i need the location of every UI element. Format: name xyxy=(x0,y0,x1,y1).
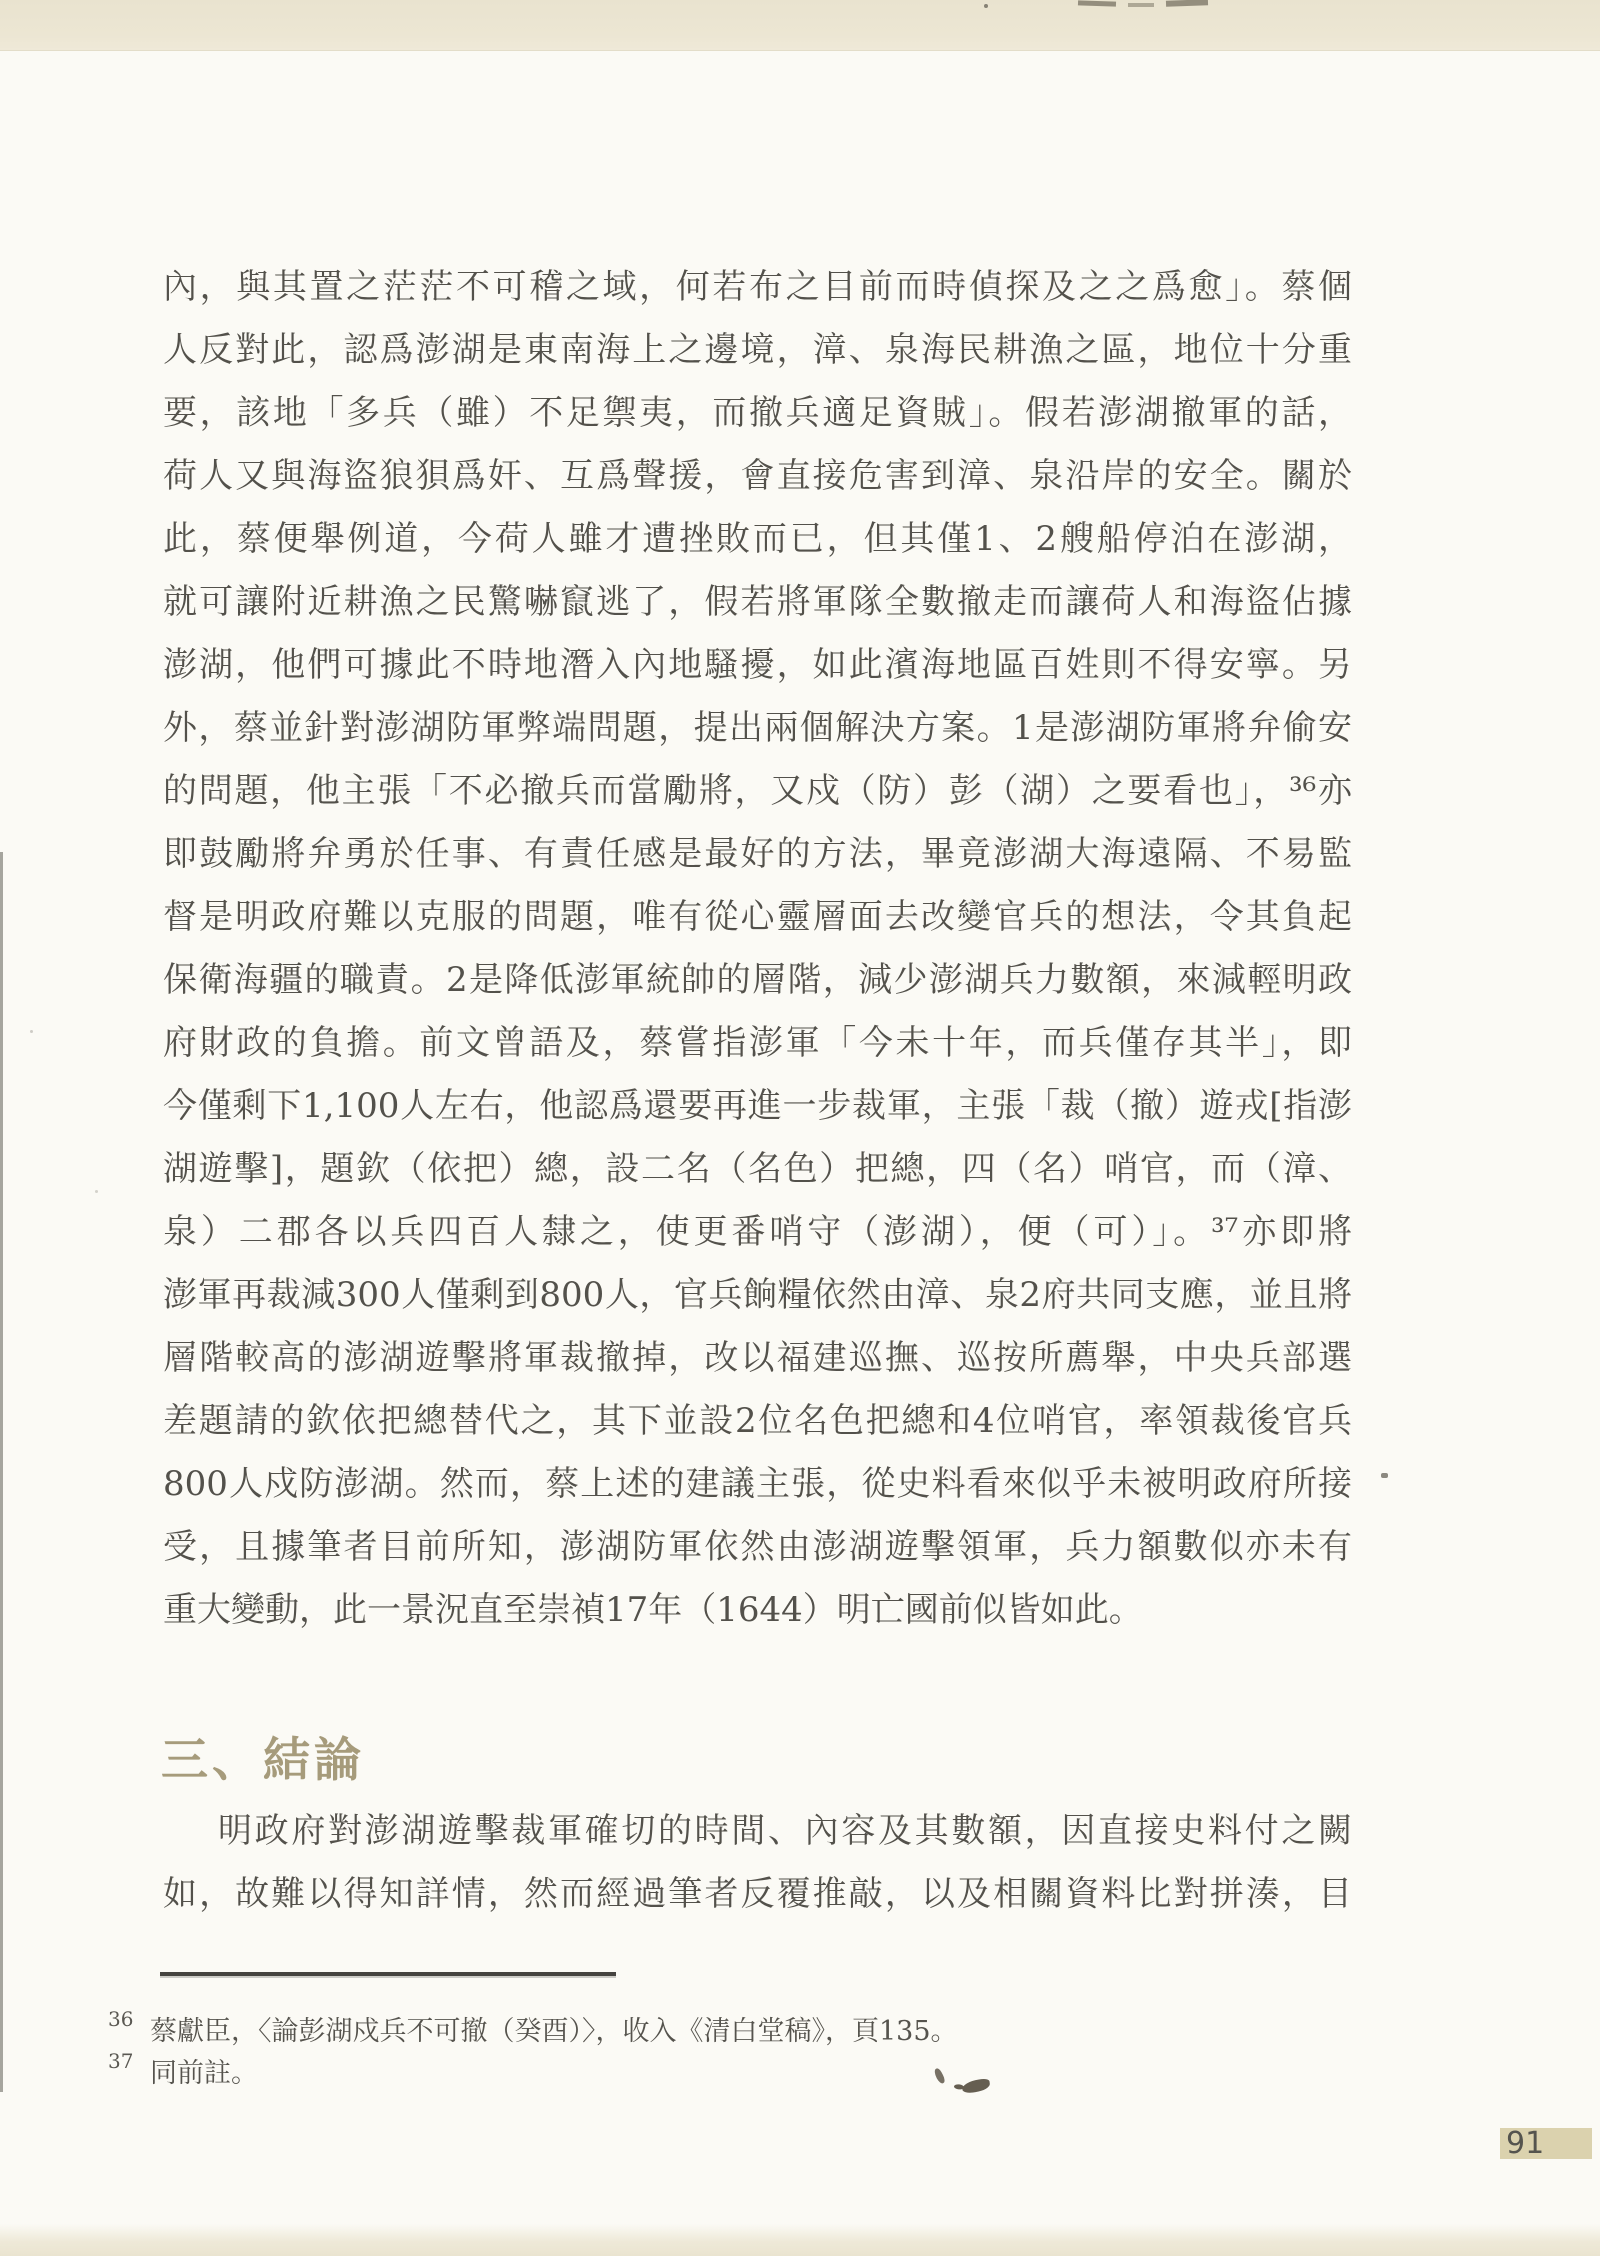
body-line: 要，該地「多兵（雖）不足禦夷，而撤兵適足資賊」。假若澎湖撤軍的話， xyxy=(163,393,1352,433)
body-line: 泉）二郡各以兵四百人隸之，使更番哨守（澎湖），便（可）」。³⁷亦即將 xyxy=(163,1212,1352,1252)
body-line: 今僅剩下1,100人左右，他認爲還要再進一步裁軍，主張「裁（撤）遊戎[指澎 xyxy=(163,1086,1352,1126)
body-line: 澎軍再裁減300人僅剩到800人，官兵餉糧依然由漳、泉2府共同支應，並且將 xyxy=(163,1275,1352,1315)
body-line: 外，蔡並針對澎湖防軍弊端問題，提出兩個解決方案。1是澎湖防軍將弁偷安 xyxy=(163,708,1352,748)
main-paragraph xyxy=(163,256,1352,1642)
body-line: 800人戍防澎湖。然而，蔡上述的建議主張，從史料看來似乎未被明政府所接 xyxy=(163,1464,1352,1504)
body-line: 就可讓附近耕漁之民驚嚇竄逃了，假若將軍隊全數撤走而讓荷人和海盜佔據 xyxy=(163,582,1352,622)
page-edge-line xyxy=(0,852,3,2092)
footnote-text: 蔡獻臣，〈論彭湖戍兵不可撤（癸酉）〉，收入《清白堂稿》，頁135。 xyxy=(150,2016,958,2047)
body-line: 府財政的負擔。前文曾語及，蔡嘗指澎軍「今未十年，而兵僅存其半」，即 xyxy=(163,1023,1352,1063)
scan-artifact xyxy=(1128,3,1154,7)
footnote-item xyxy=(108,1998,1208,2047)
conclusion-line: 如，故難以得知詳情，然而經過筆者反覆推敲，以及相關資料比對拼湊，目 xyxy=(163,1874,1352,1914)
scan-bottom-band xyxy=(0,2224,1600,2256)
scan-top-band xyxy=(0,0,1600,51)
body-line: 重大變動，此一景況直至崇禎17年（1644）明亡國前似皆如此。 xyxy=(163,1590,1143,1630)
footnote-marker: 36 xyxy=(108,2007,134,2031)
footnote-marker: 37 xyxy=(108,2049,134,2073)
body-line: 的問題，他主張「不必撤兵而當勵將，又戍（防）彭（湖）之要看也」，³⁶亦 xyxy=(163,771,1352,811)
scan-speck xyxy=(1381,1473,1388,1478)
body-line: 荷人又與海盜狼狽爲奸、互爲聲援，會直接危害到漳、泉沿岸的安全。關於 xyxy=(163,456,1352,496)
body-line: 層階較高的澎湖遊擊將軍裁撤掉，改以福建巡撫、巡按所薦舉，中央兵部選 xyxy=(163,1338,1352,1378)
footnote-item xyxy=(108,2040,1208,2089)
body-line: 湖遊擊]，題欽（依把）總，設二名（名色）把總，四（名）哨官，而（漳、 xyxy=(163,1149,1352,1189)
section-heading: 三、結論 xyxy=(161,1733,365,1788)
scan-speck xyxy=(30,1030,33,1033)
body-line: 保衛海疆的職責。2是降低澎軍統帥的層階，減少澎湖兵力數額，來減輕明政 xyxy=(163,960,1352,1000)
body-line: 即鼓勵將弁勇於任事、有責任感是最好的方法，畢竟澎湖大海遠隔、不易監 xyxy=(163,834,1352,874)
page-number-badge: 91 xyxy=(1500,2128,1592,2159)
body-line: 澎湖，他們可據此不時地潛入內地騷擾，如此濱海地區百姓則不得安寧。另 xyxy=(163,645,1352,685)
body-line: 人反對此，認爲澎湖是東南海上之邊境，漳、泉海民耕漁之區，地位十分重 xyxy=(163,330,1352,370)
footnote-text: 同前註。 xyxy=(150,2058,258,2089)
body-line: 督是明政府難以克服的問題，唯有從心靈層面去改變官兵的想法，令其負起 xyxy=(163,897,1352,937)
body-line: 受，且據筆者目前所知，澎湖防軍依然由澎湖遊擊領軍，兵力額數似亦未有 xyxy=(163,1527,1352,1567)
body-line: 內，與其置之茫茫不可稽之域，何若布之目前而時偵探及之之爲愈」。蔡個 xyxy=(163,267,1352,307)
footnote-rule xyxy=(160,1972,616,1976)
scan-speck xyxy=(984,4,988,8)
body-line: 差題請的欽依把總替代之，其下並設2位名色把總和4位哨官，率領裁後官兵 xyxy=(163,1401,1352,1441)
scan-speck xyxy=(95,1190,98,1193)
body-line: 此，蔡便舉例道，今荷人雖才遭挫敗而已，但其僅1、2艘船停泊在澎湖， xyxy=(163,519,1352,559)
conclusion-line: 明政府對澎湖遊擊裁軍確切的時間、內容及其數額，因直接史料付之闕 xyxy=(218,1811,1352,1851)
conclusion-paragraph xyxy=(163,1800,1352,1926)
